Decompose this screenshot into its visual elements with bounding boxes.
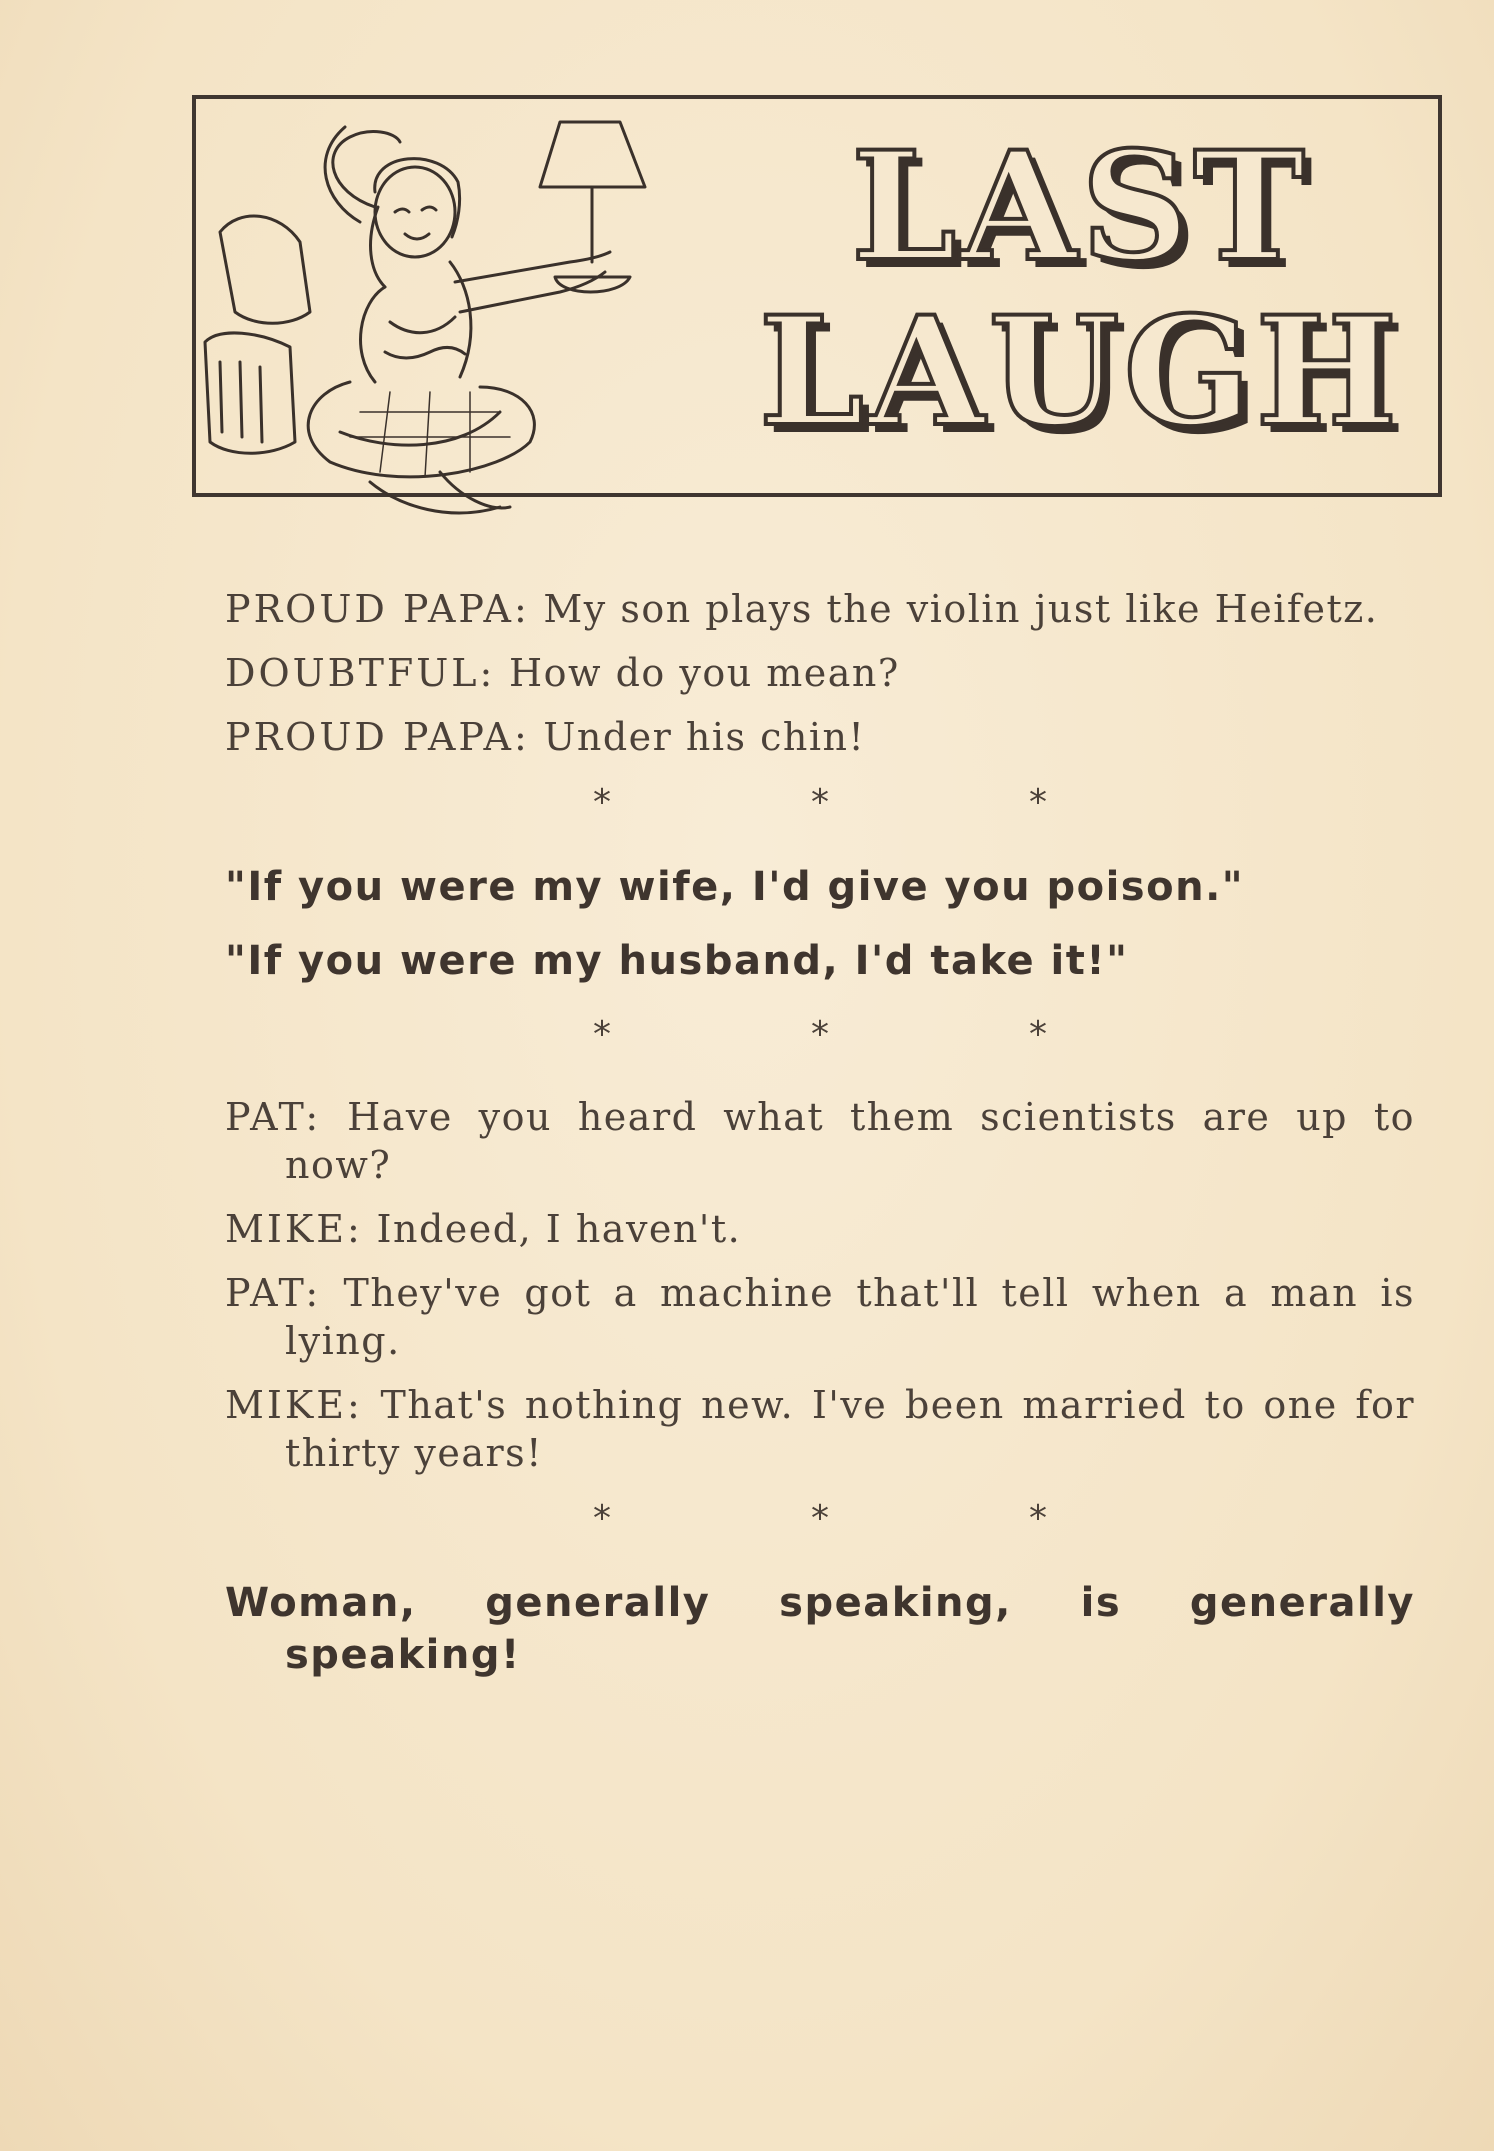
asterisk: * — [811, 1013, 829, 1055]
separator — [225, 1009, 1415, 1059]
joke-4 — [225, 1577, 1415, 1681]
title-line-2: LAUGH — [758, 284, 1402, 460]
joke-line — [225, 649, 1415, 697]
speaker-label: PROUD PAPA: — [225, 715, 530, 759]
asterisk: * — [811, 781, 829, 823]
joke-line — [225, 713, 1415, 761]
joke-line — [225, 585, 1415, 633]
jokes-column — [225, 585, 1415, 1703]
title-line-1: LAST — [851, 119, 1309, 295]
joke-line: Woman, generally speaking, is generally speaking! — [225, 1580, 1415, 1678]
speaker-label: MIKE: — [225, 1383, 363, 1427]
dialogue-text: Under his chin! — [543, 715, 866, 759]
woman-with-lamp-illustration — [200, 112, 720, 532]
separator — [225, 1493, 1415, 1543]
page-title — [740, 119, 1420, 460]
separator — [225, 777, 1415, 827]
dialogue-text: My son plays the violin just like Heifetz. — [543, 587, 1379, 631]
asterisk: * — [1029, 1013, 1047, 1055]
dialogue-text: That's nothing new. I've been married to one for thirty years! — [285, 1383, 1415, 1475]
asterisk: * — [593, 1497, 611, 1539]
dialogue-text: Indeed, I haven't. — [376, 1207, 742, 1251]
dialogue-text: How do you mean? — [508, 651, 900, 695]
asterisk: * — [593, 1013, 611, 1055]
speaker-label: PROUD PAPA: — [225, 587, 530, 631]
joke-1 — [225, 585, 1415, 761]
joke-2 — [225, 861, 1415, 987]
asterisk: * — [1029, 781, 1047, 823]
asterisk: * — [1029, 1497, 1047, 1539]
dialogue-text: They've got a machine that'll tell when a man is lying. — [285, 1271, 1415, 1363]
joke-3 — [225, 1093, 1415, 1477]
speaker-label: PAT: — [225, 1271, 322, 1315]
speaker-label: DOUBTFUL: — [225, 651, 496, 695]
joke-line: "If you were my husband, I'd take it!" — [225, 938, 1129, 984]
asterisk: * — [593, 781, 611, 823]
joke-line — [225, 1269, 1415, 1365]
asterisk: * — [811, 1497, 829, 1539]
speaker-label: MIKE: — [225, 1207, 363, 1251]
joke-line: "If you were my wife, I'd give you poison." — [225, 864, 1245, 910]
dialogue-text: Have you heard what them scientists are up to now? — [285, 1095, 1415, 1187]
joke-line — [225, 1205, 1415, 1253]
speaker-label: PAT: — [225, 1095, 322, 1139]
joke-line — [225, 1381, 1415, 1477]
joke-line — [225, 1093, 1415, 1189]
